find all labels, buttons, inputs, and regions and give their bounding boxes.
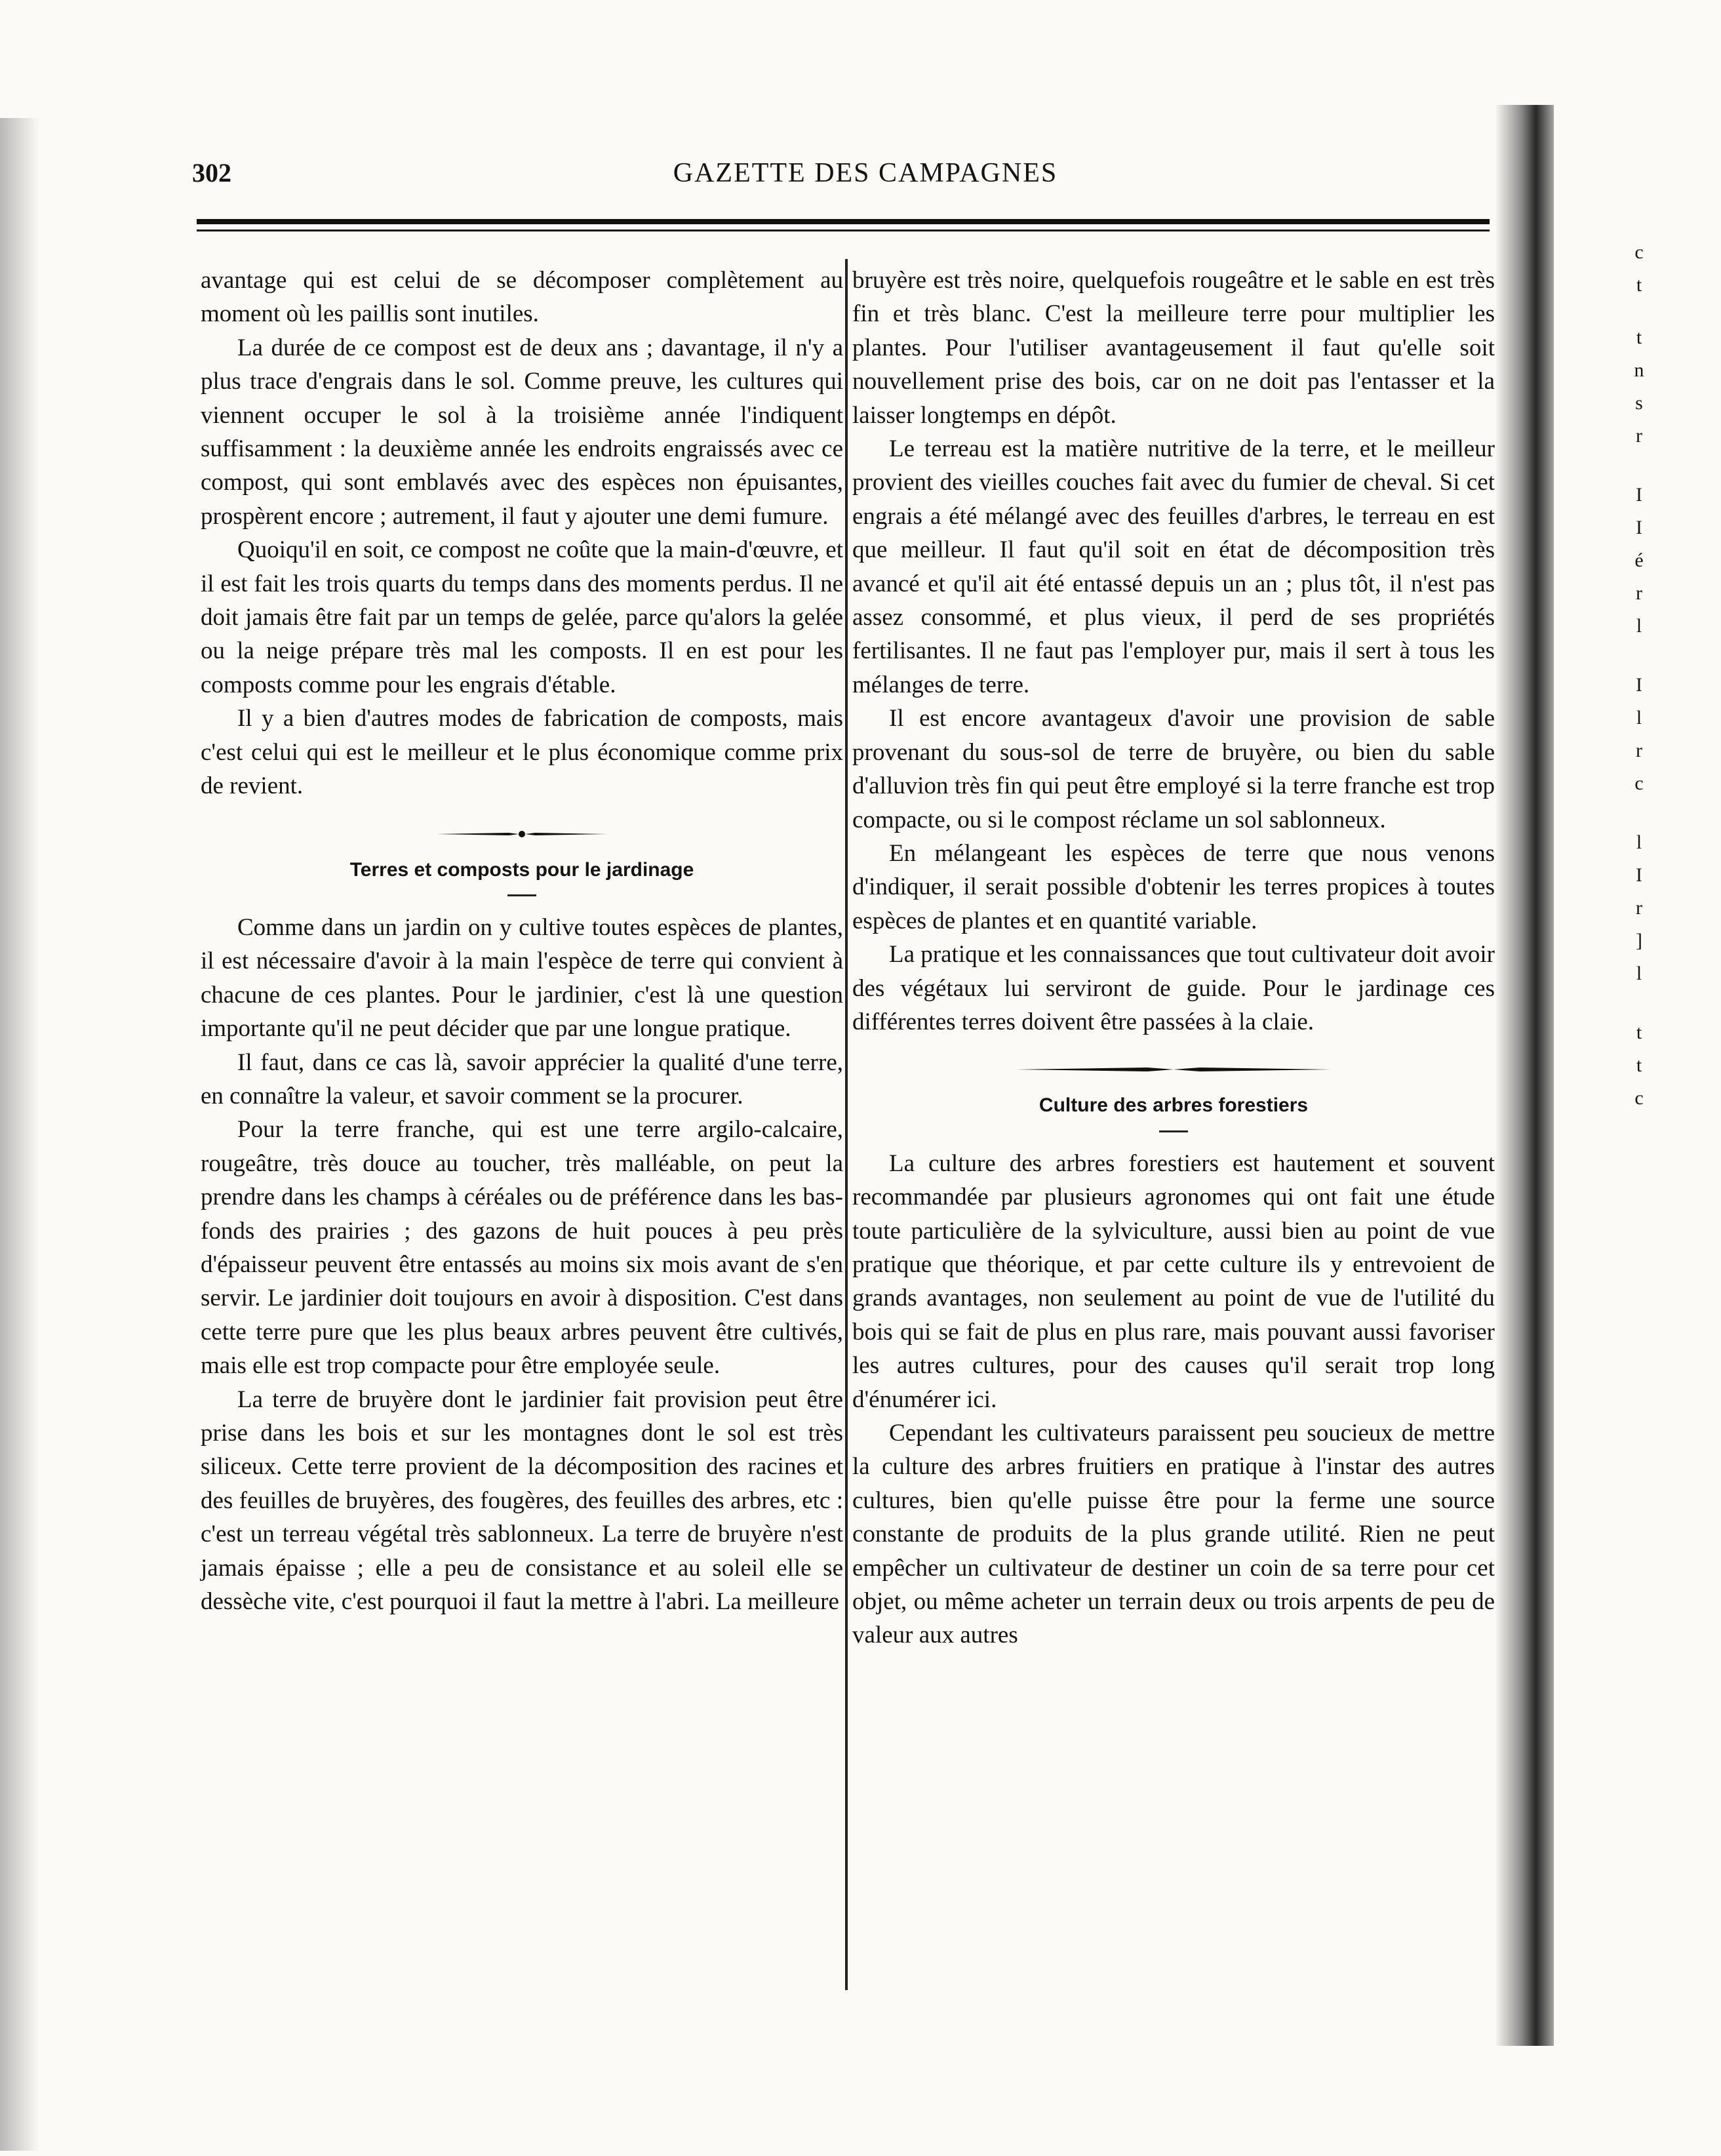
header-rule-thick <box>197 219 1490 224</box>
paragraph: Cependant les cultivateurs paraissent peu soucieux de mettre la culture des arbres fruitiers en pratique à l'instar des autres cultures, bien qu'elle puisse être pour la ferme une source constante de produits de la plus grande utilité. Rien ne peut empêcher un cultivateur de destiner un coin de sa terre pour cet objet, ou même acheter un terrain deux ou trois arpents de peu de valeur aux autres <box>852 1420 1495 1649</box>
margin-fragment: s <box>1635 392 1643 414</box>
heading-dash <box>507 894 536 896</box>
scan-gutter-shadow <box>1495 105 1554 2046</box>
margin-fragment: r <box>1636 897 1642 919</box>
margin-fragment: r <box>1636 740 1642 761</box>
ornament-rule-icon <box>1016 1065 1331 1074</box>
margin-fragment: c <box>1634 772 1644 794</box>
page-number: 302 <box>192 158 231 188</box>
paragraph: La pratique et les connaissances que tout cultivateur doit avoir des végétaux lui serviront de guide. Pour le jardinage ces différentes terres doivent être passées à la claie. <box>852 941 1495 1035</box>
section-ornament <box>201 829 843 839</box>
margin-fragment: ] <box>1636 930 1642 951</box>
scan-left-edge-shadow <box>0 118 39 2151</box>
header-rule-thin <box>197 230 1490 231</box>
margin-fragment: l <box>1636 707 1642 729</box>
margin-fragment: l <box>1636 963 1642 984</box>
margin-fragment: I <box>1636 864 1642 886</box>
margin-fragment: n <box>1634 359 1644 381</box>
margin-fragment: c <box>1634 241 1644 263</box>
paragraph: La terre de bruyère dont le jardinier fait provision peut être prise dans les bois et sur les montagnes dont le sol est très siliceux. Cette terre provient de la décomposition des racines et des feuilles de bruyères, des fougères, des feuilles des arbres, etc : c'est un terreau végétal très sablonneux. La terre de bruyère n'est jamais épaisse ; elle a peu de consistance et au soleil elle se dessèche vite, c'est pourquoi il faut la mettre à l'abri. La meilleure <box>201 1386 843 1616</box>
left-column <box>201 264 843 1618</box>
margin-fragment: é <box>1634 549 1644 571</box>
right-column <box>852 264 1495 1652</box>
section-heading: Culture des arbres forestiers <box>1039 1094 1309 1117</box>
margin-fragment: t <box>1636 1054 1642 1076</box>
margin-fragment: t <box>1636 327 1642 348</box>
heading-dash <box>1159 1130 1188 1132</box>
facing-page-margin-fragments <box>1619 223 1659 1108</box>
section-ornament <box>852 1065 1495 1074</box>
margin-fragment: t <box>1636 1022 1642 1043</box>
margin-fragment: t <box>1636 274 1642 296</box>
margin-fragment: I <box>1636 674 1642 696</box>
paragraph: bruyère est très noire, quelquefois rougeâtre et le sable en est très fin et très blanc. C'est la meilleure terre pour multiplier les plantes. Pour l'utiliser avantageusement il faut qu'elle soit nouvellement prise des bois, car on ne doit pas l'entasser et la laisser longtemps en dépôt. <box>852 267 1495 429</box>
margin-fragment: l <box>1636 831 1642 853</box>
paragraph: Quoiqu'il en soit, ce compost ne coûte que la main-d'œuvre, et il est fait les trois quarts du temps dans des moments perdus. Il ne doit jamais être fait par un temps de gelée, parce qu'alors la gelée ou la neige prépare très mal les composts. Il en est pour les composts comme pour les engrais d'étable. <box>201 536 843 698</box>
paragraph: Il faut, dans ce cas là, savoir apprécier la qualité d'une terre, en connaître la valeur, et savoir comment se la procurer. <box>201 1048 843 1109</box>
paragraph: Comme dans un jardin on y cultive toutes espèces de plantes, il est nécessaire d'avoir à la main l'espèce de terre qui convient à chacune de ces plantes. Pour le jardinier, c'est là une question importante qu'il ne peut décider que par une longue pratique. <box>201 913 843 1043</box>
margin-fragment: r <box>1636 582 1642 604</box>
paragraph: La durée de ce compost est de deux ans ; davantage, il n'y a plus trace d'engrais dans le sol. Comme preuve, les cultures qui viennent occuper le sol à la troisième année l'indiquent suffisamment : la deuxième année les endroits engraissés avec ce compost, qui sont emblavés avec des espèces non épuisantes, prospèrent encore ; autrement, il faut y ajouter une demi fumure. <box>201 334 843 530</box>
margin-fragment: r <box>1636 425 1642 447</box>
column-divider <box>845 259 848 1990</box>
running-title: GAZETTE DES CAMPAGNES <box>673 158 1058 188</box>
paragraph: avantage qui est celui de se décomposer complètement au moment où les paillis sont inutiles. <box>201 267 843 328</box>
section-heading: Terres et composts pour le jardinage <box>349 858 694 881</box>
paragraph: Il est encore avantageux d'avoir une provision de sable provenant du sous-sol de terre de bruyère, ou bien du sable d'alluvion très fin qui peut être employé si la terre franche est trop compacte, ou si le compost réclame un sol sablonneux. <box>852 705 1495 833</box>
paragraph: Pour la terre franche, qui est une terre argilo-calcaire, rougeâtre, très douce au toucher, très malléable, on peut la prendre dans les champs à céréales ou de préférence dans les bas-fonds des prairies ; des gazons de huit pouces à peu près d'épaisseur peuvent être entassés au moins six mois avant de s'en servir. Le jardinier doit toujours en avoir à disposition. C'est dans cette terre pure que les plus beaux arbres peuvent être cultivés, mais elle est trop compacte pour être employée seule. <box>201 1116 843 1380</box>
paragraph: En mélangeant les espèces de terre que nous venons d'indiquer, il serait possible d'obtenir les terres propices à toutes espèces de plantes et en quantité variable. <box>852 839 1495 934</box>
paragraph: Il y a bien d'autres modes de fabrication de composts, mais c'est celui qui est le meilleur et le plus économique comme prix de revient. <box>201 705 843 800</box>
ornament-rule-icon <box>437 829 607 839</box>
margin-fragment: c <box>1634 1087 1644 1109</box>
paragraph: La culture des arbres forestiers est hautement et souvent recommandée par plusieurs agronomes qui ont fait une étude toute particulière de la sylviculture, aussi bien au point de vue pratique que théorique, et par cette culture ils y entrevoient de grands avantages, non seulement au point de vue de l'utilité du bois qui se fait de plus en plus rare, mais pouvant aussi favoriser les autres cultures, pour des causes qu'il serait trop long d'énumérer ici. <box>852 1149 1495 1413</box>
paragraph: Le terreau est la matière nutritive de la terre, et le meilleur provient des vieilles couches fait avec du fumier de cheval. Si cet engrais a été mélangé avec des feuilles d'arbres, le terreau en est que meilleur. Il faut qu'il soit en état de décomposition très avancé et qu'il ait été entassé depuis un an ; plus tôt, il n'est pas assez consommé, et plus vieux, il perd de ses propriétés fertilisantes. Il ne faut pas l'employer pur, mais il sert à tous les mélanges de terre. <box>852 435 1495 698</box>
margin-fragment: l <box>1636 615 1642 637</box>
margin-fragment: I <box>1636 517 1642 538</box>
margin-fragment: I <box>1636 484 1642 506</box>
